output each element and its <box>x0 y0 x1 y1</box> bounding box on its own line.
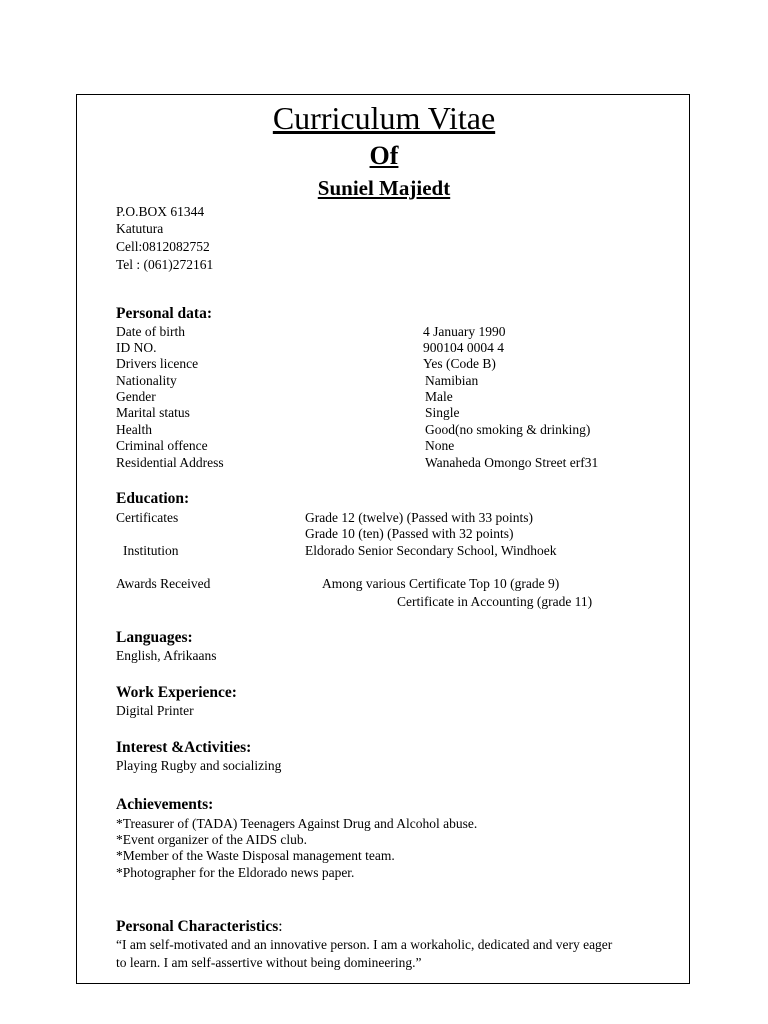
personal-value: Single <box>425 405 460 420</box>
characteristics-heading-colon: : <box>278 918 283 935</box>
certificate-item: Grade 10 (ten) (Passed with 32 points) <box>305 526 514 541</box>
achievement-item: *Member of the Waste Disposal management team. <box>116 848 395 863</box>
contact-cell: Cell:0812082752 <box>116 239 210 254</box>
awards-label: Awards Received <box>116 576 211 591</box>
personal-label: Drivers licence <box>116 356 199 371</box>
contact-tel: Tel : (061)272161 <box>116 257 214 272</box>
personal-value: 4 January 1990 <box>423 324 506 339</box>
award-item: Certificate in Accounting (grade 11) <box>397 594 593 609</box>
certificates-label: Certificates <box>116 510 179 525</box>
characteristics-heading <box>116 918 283 936</box>
personal-label: Gender <box>116 389 156 404</box>
cv-title: Curriculum Vitae <box>272 100 496 136</box>
interests-heading: Interest &Activities: <box>116 739 252 756</box>
languages-text: English, Afrikaans <box>116 648 217 663</box>
achievement-item: *Photographer for the Eldorado news paper. <box>116 865 355 880</box>
personal-value: Wanaheda Omongo Street erf31 <box>425 455 599 470</box>
personal-value: Good(no smoking & drinking) <box>425 422 591 437</box>
institution-value: Eldorado Senior Secondary School, Windhoek <box>305 543 557 558</box>
personal-label: Residential Address <box>116 455 224 470</box>
personal-label: Health <box>116 422 152 437</box>
achievement-item: *Event organizer of the AIDS club. <box>116 832 307 847</box>
personal-label: Criminal offence <box>116 438 208 453</box>
cv-name: Suniel Majiedt <box>317 176 451 200</box>
interests-text: Playing Rugby and socializing <box>116 758 282 773</box>
characteristics-heading-text: Personal Characteristics <box>116 918 279 935</box>
personal-value: 900104 0004 4 <box>423 340 504 355</box>
contact-town: Katutura <box>116 221 164 236</box>
personal-value: None <box>425 438 455 453</box>
characteristics-line: “I am self-motivated and an innovative person. I am a workaholic, dedicated and very eager <box>116 937 613 952</box>
personal-heading: Personal data: <box>116 305 213 322</box>
contact-pobox: P.O.BOX 61344 <box>116 204 205 219</box>
institution-label: Institution <box>123 543 179 558</box>
education-heading: Education: <box>116 490 190 507</box>
certificate-item: Grade 12 (twelve) (Passed with 33 points) <box>305 510 533 525</box>
languages-heading: Languages: <box>116 629 193 646</box>
personal-value: Male <box>425 389 453 404</box>
award-item: Among various Certificate Top 10 (grade 9) <box>322 576 560 591</box>
personal-value: Yes (Code B) <box>423 356 496 371</box>
cv-of: Of <box>369 141 399 170</box>
work-heading: Work Experience: <box>116 684 237 701</box>
personal-label: Nationality <box>116 373 177 388</box>
achievements-heading: Achievements: <box>116 796 214 813</box>
personal-label: Marital status <box>116 405 190 420</box>
achievement-item: *Treasurer of (TADA) Teenagers Against Drug and Alcohol abuse. <box>116 816 478 831</box>
personal-label: ID NO. <box>116 340 157 355</box>
work-text: Digital Printer <box>116 703 194 718</box>
personal-value: Namibian <box>425 373 479 388</box>
personal-label: Date of birth <box>116 324 185 339</box>
characteristics-line: to learn. I am self-assertive without being domineering.” <box>116 955 422 970</box>
